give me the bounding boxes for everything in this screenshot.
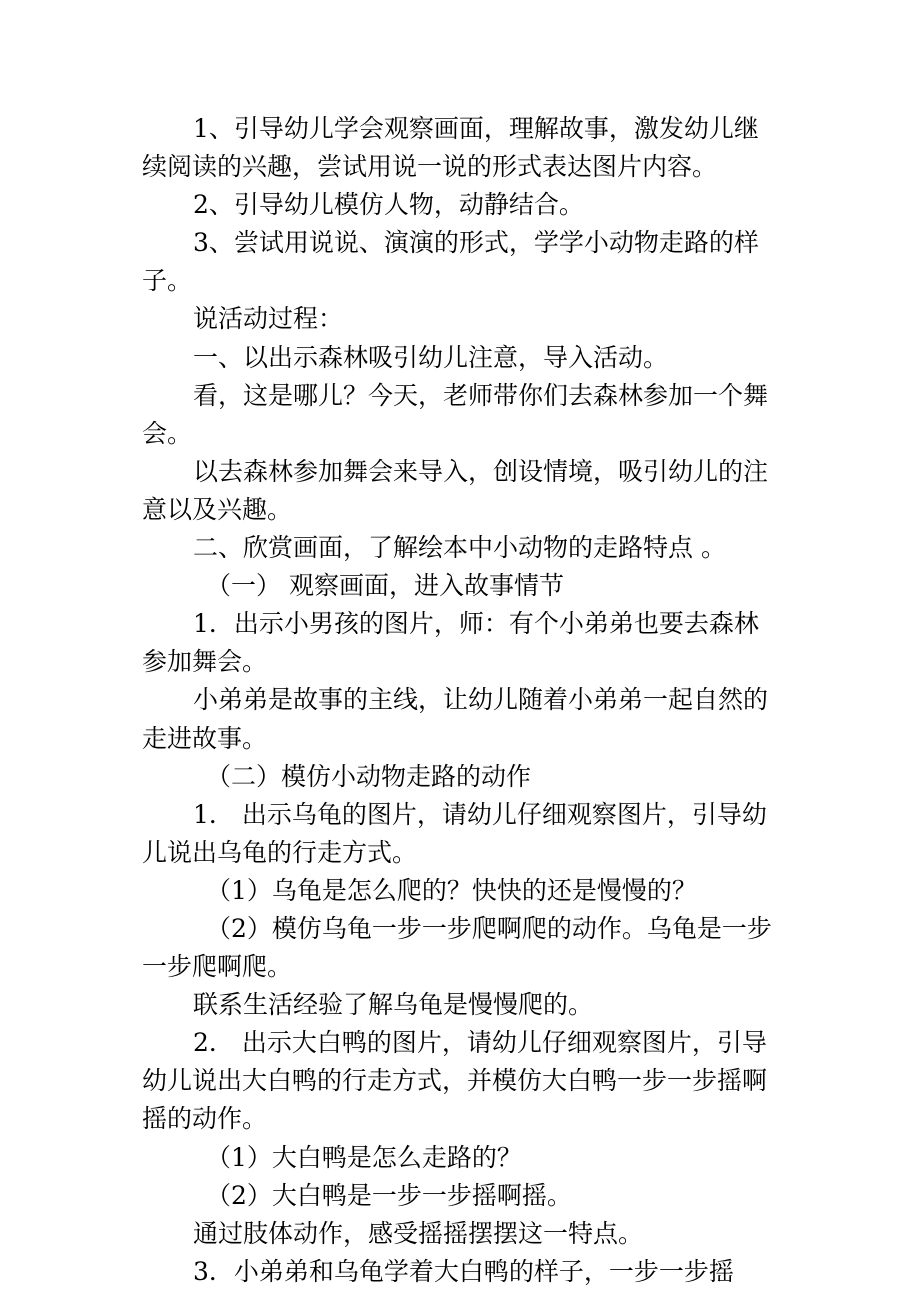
paragraph: 以去森林参加舞会来导入，创设情境，吸引幼儿的注意以及兴趣。 (142, 456, 769, 524)
subsection-heading-1: （一） 观察画面，进入故事情节 (206, 571, 564, 601)
paragraph: 看，这是哪儿？今天，老师带你们去森林参加一个舞会。 (142, 380, 769, 448)
list-item: （2）模仿乌龟一步一步爬啊爬的动作。乌龟是一步一步爬啊爬。 (142, 913, 772, 982)
paragraph: 通过肢体动作，感受摇摇摆摆这一特点。 (193, 1218, 644, 1248)
paragraph: 联系生活经验了解乌龟是慢慢爬的。 (193, 990, 594, 1020)
paragraph: 3．小弟弟和乌龟学着大白鸭的样子，一步一步摇 (193, 1256, 734, 1286)
paragraph: 2． 出示大白鸭的图片，请幼儿仔细观察图片，引导幼儿说出大白鸭的行走方式，并模仿大白鸭一步一步摇啊摇的动作。 (142, 1028, 768, 1134)
list-item: （2）大白鸭是一步一步摇啊摇。 (206, 1180, 572, 1210)
list-item: （1）大白鸭是怎么走路的？ (206, 1142, 522, 1172)
paragraph-goal-2: 2、引导幼儿模仿人物，动静结合。 (193, 190, 584, 220)
paragraph-goal-1: 1、引导幼儿学会观察画面，理解故事，激发幼儿继续阅读的兴趣，尝试用说一说的形式表达图片内容。 (142, 114, 759, 182)
subsection-heading-2: （二）模仿小动物走路的动作 (206, 761, 532, 791)
heading-activity-process: 说活动过程： (193, 304, 344, 334)
list-item: （1）乌龟是怎么爬的？快快的还是慢慢的？ (206, 875, 697, 905)
paragraph-goal-3: 3、尝试用说说、演演的形式，学学小动物走路的样子。 (142, 228, 759, 296)
paragraph: 1．出示小男孩的图片，师：有个小弟弟也要去森林参加舞会。 (142, 609, 759, 677)
document-body (142, 110, 782, 1291)
section-heading-1: 一、以出示森林吸引幼儿注意，导入活动。 (193, 342, 669, 372)
paragraph: 1． 出示乌龟的图片，请幼儿仔细观察图片，引导幼儿说出乌龟的行走方式。 (142, 799, 767, 867)
section-heading-2: 二、欣赏画面，了解绘本中小动物的走路特点 。 (193, 533, 726, 563)
paragraph: 小弟弟是故事的主线，让幼儿随着小弟弟一起自然的走进故事。 (142, 685, 769, 753)
